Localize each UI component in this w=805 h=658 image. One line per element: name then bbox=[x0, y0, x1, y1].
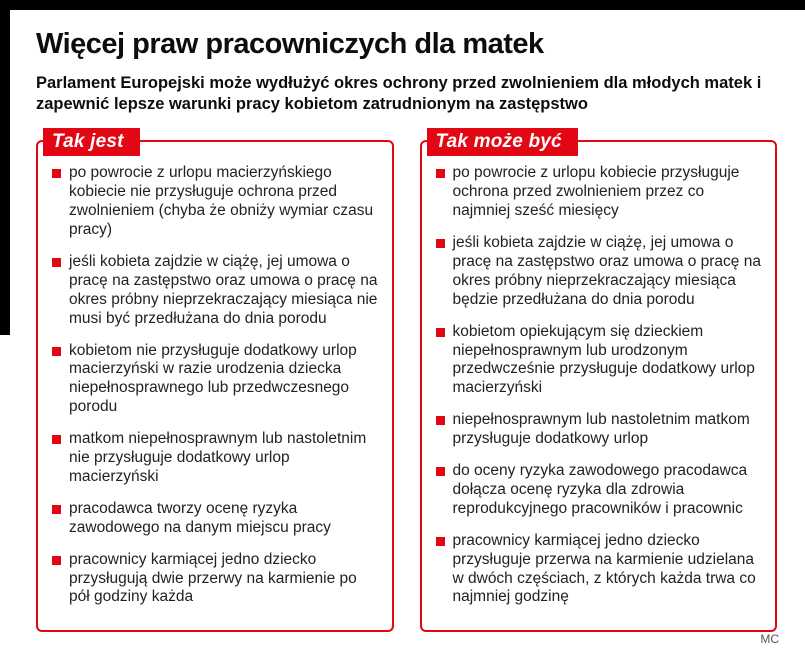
list-item bbox=[50, 253, 382, 329]
list-item bbox=[50, 500, 382, 538]
bullet-square-icon bbox=[52, 505, 61, 514]
bullet-square-icon bbox=[52, 556, 61, 565]
bullet-square-icon bbox=[436, 416, 445, 425]
bullet-square-icon bbox=[52, 169, 61, 178]
infographic-content bbox=[0, 10, 805, 632]
bullet-square-icon bbox=[52, 347, 61, 356]
panel-tak-jest bbox=[36, 131, 394, 632]
bullet-square-icon bbox=[436, 328, 445, 337]
top-black-bar bbox=[0, 0, 805, 10]
subtitle: Parlament Europejski może wydłużyć okres ochrony przed zwolnieniem dla młodych matek i zapewnić lepsze warunki pracy kobietom zatrudnionym na zastępstwo bbox=[36, 74, 762, 113]
list-item-text: po powrocie z urlopu kobiecie przysługuje ochrona przed zwolnieniem przez co najmniej sześć miesięcy bbox=[452, 164, 740, 220]
comparison-columns bbox=[36, 131, 777, 632]
tak-moze-byc-list bbox=[434, 164, 766, 607]
list-item-text: kobietom opiekującym się dzieckiem niepełnosprawnym lub urodzonym przedwcześnie przysługuje dodatkowy urlop macierzyński bbox=[452, 322, 755, 397]
bullet-square-icon bbox=[436, 239, 445, 248]
panel-tak-jest-label: Tak jest bbox=[43, 128, 140, 156]
list-item bbox=[434, 462, 766, 519]
list-item-text: do oceny ryzyka zawodowego pracodawca dołącza ocenę ryzyka dla zdrowia reprodukcyjnego pracowników i pracownic bbox=[452, 462, 748, 517]
list-item bbox=[434, 234, 766, 310]
bullet-square-icon bbox=[52, 258, 61, 267]
list-item bbox=[50, 551, 382, 608]
list-item-text: po powrocie z urlopu macierzyńskiego kobiecie nie przysługuje ochrona przed zwolnieniem (chyba że obniży wymiar czasu pracy) bbox=[69, 164, 374, 238]
panel-tak-moze-byc bbox=[420, 131, 778, 632]
list-item bbox=[434, 323, 766, 399]
page-title: Więcej praw pracowniczych dla matek bbox=[36, 28, 544, 60]
list-item-text: niepełnosprawnym lub nastoletnim matkom przysługuje dodatkowy urlop bbox=[452, 411, 750, 448]
list-item bbox=[50, 430, 382, 487]
list-item-text: pracodawca tworzy ocenę ryzyka zawodowego na danym miejscu pracy bbox=[69, 499, 331, 536]
list-item bbox=[434, 164, 766, 221]
bullet-square-icon bbox=[436, 537, 445, 546]
list-item-text: jeśli kobieta zajdzie w ciążę, jej umowa o pracę na zastępstwo oraz umowa o pracę na okres próbny nieprzekraczający miesiąca nie musi być przedłużana do dnia porodu bbox=[69, 252, 378, 327]
list-item bbox=[50, 164, 382, 240]
list-item bbox=[434, 532, 766, 608]
bullet-square-icon bbox=[52, 435, 61, 444]
panel-tak-moze-byc-label: Tak może być bbox=[427, 128, 578, 156]
list-item-text: jeśli kobieta zajdzie w ciążę, jej umowa o pracę na zastępstwo oraz umowa o pracę na okres próbny nieprzekraczający miesiąca będzie przedłużana do dnia porodu bbox=[452, 233, 761, 308]
list-item bbox=[434, 411, 766, 449]
list-item-text: pracownicy karmiącej jedno dziecko przysługuje przerwa na karmienie udzielana w dwóch częściach, z których każda trwa co najmniej godzinę bbox=[452, 531, 756, 606]
credit: MC bbox=[760, 632, 779, 646]
list-item-text: matkom niepełnosprawnym lub nastoletnim nie przysługuje dodatkowy urlop macierzyński bbox=[69, 430, 367, 485]
list-item bbox=[50, 342, 382, 418]
list-item-text: pracownicy karmiącej jedno dziecko przysługują dwie przerwy na karmienie po pół godziny każda bbox=[69, 550, 357, 606]
list-item-text: kobietom nie przysługuje dodatkowy urlop macierzyński w razie urodzenia dziecka niepełnosprawnego lub przedwczesnego porodu bbox=[69, 341, 357, 416]
bullet-square-icon bbox=[436, 467, 445, 476]
tak-jest-list bbox=[50, 164, 382, 607]
bullet-square-icon bbox=[436, 169, 445, 178]
